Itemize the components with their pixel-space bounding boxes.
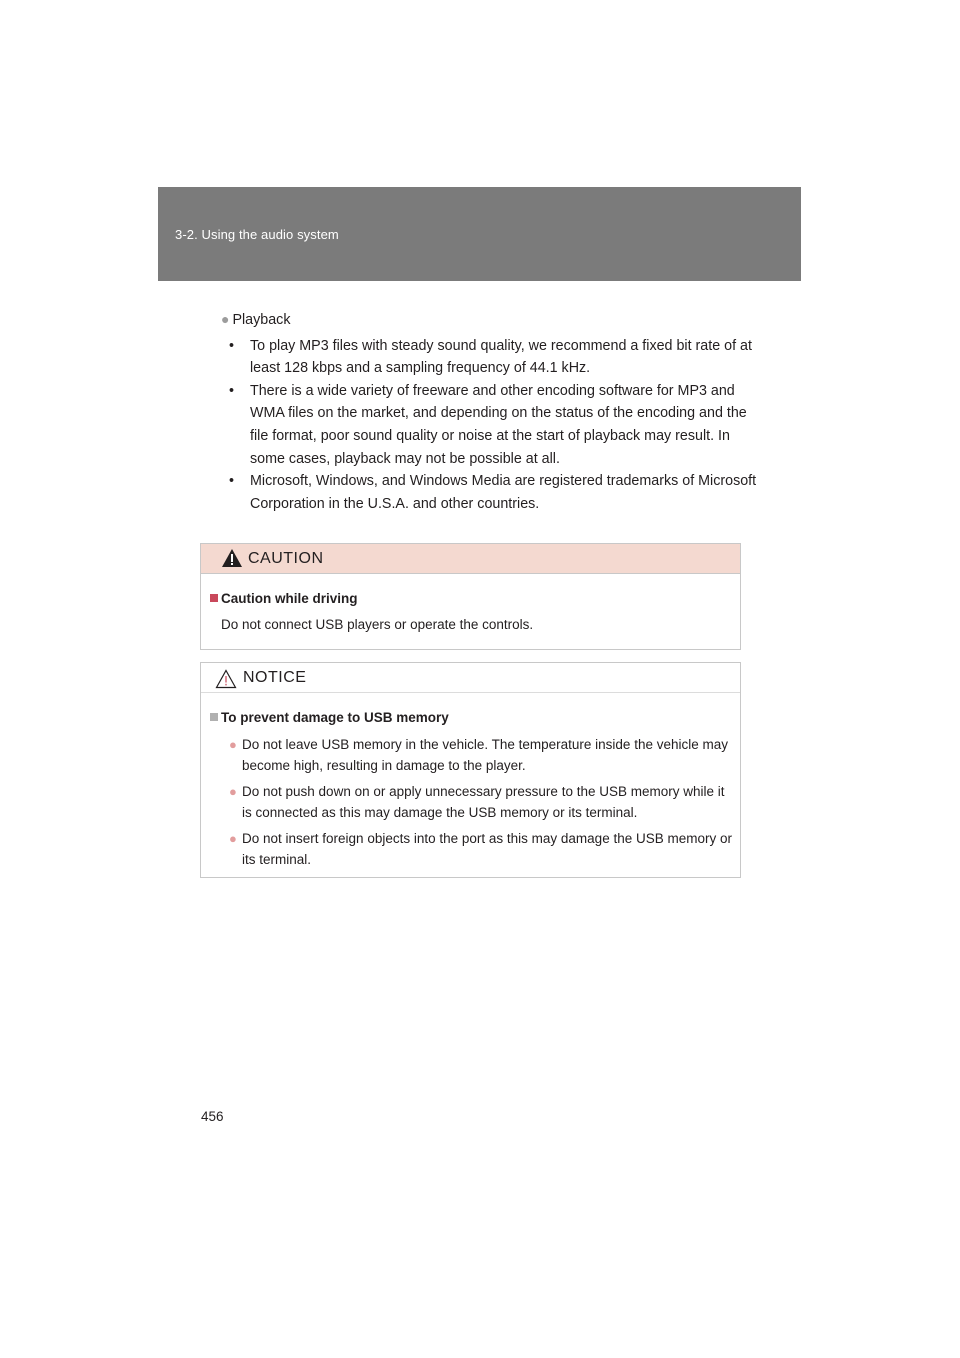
list-item <box>219 828 740 870</box>
bullet-point-icon: • <box>229 473 235 490</box>
list-item-text: There is a wide variety of freeware and other encoding software for MP3 and WMA files on the market, and depending on the status of the encoding and the file format, poor sound quality or noise at the start of playback may result. In some cases, playback may not be possible at all. <box>250 382 747 467</box>
bullet-point-icon: • <box>229 382 235 399</box>
warning-triangle-outline-icon <box>215 669 237 689</box>
list-item <box>219 781 740 823</box>
notice-box <box>200 662 741 878</box>
notice-subheading <box>210 707 740 728</box>
caution-box <box>200 543 741 650</box>
caution-title: CAUTION <box>248 550 324 567</box>
caution-text: Do not connect USB players or operate the controls. <box>221 617 534 632</box>
notice-header <box>201 663 740 693</box>
list-item-text: Do not leave USB memory in the vehicle. The temperature inside the vehicle may become high, resulting in damage to the player. <box>242 737 728 773</box>
playback-heading-text: Playback <box>232 312 291 328</box>
page-number: 456 <box>201 1109 224 1124</box>
caution-subheading <box>210 588 740 609</box>
bullet-icon: ● <box>229 831 237 846</box>
list-item <box>229 335 761 380</box>
caution-subheading-text: Caution while driving <box>221 591 358 606</box>
list-item <box>219 734 740 776</box>
notice-title: NOTICE <box>243 669 307 686</box>
playback-heading <box>221 308 761 332</box>
warning-triangle-filled-icon <box>221 548 243 568</box>
square-marker-icon <box>210 594 218 602</box>
section-title: 3-2. Using the audio system <box>175 227 339 242</box>
notice-body <box>201 693 740 870</box>
list-item-text: Do not insert foreign objects into the port as this may damage the USB memory or its terminal. <box>242 831 732 867</box>
playback-section <box>221 308 761 515</box>
bullet-icon: ● <box>229 784 237 799</box>
notice-subheading-text: To prevent damage to USB memory <box>221 710 449 725</box>
header-band <box>158 187 801 281</box>
list-item-text: Microsoft, Windows, and Windows Media are registered trademarks of Microsoft Corporation in the U.S.A. and other countries. <box>250 473 757 512</box>
list-item-text: Do not push down on or apply unnecessary pressure to the USB memory while it is connected as this may damage the USB memory or its terminal. <box>242 784 725 820</box>
list-item-text: To play MP3 files with steady sound quality, we recommend a fixed bit rate of at least 128 kbps and a sampling frequency of 44.1 kHz. <box>250 337 752 377</box>
bullet-icon: ● <box>221 311 230 327</box>
list-item <box>229 380 761 470</box>
notice-list <box>210 734 740 870</box>
bullet-point-icon: • <box>229 337 235 354</box>
caution-body <box>201 574 740 635</box>
playback-list <box>221 335 761 516</box>
caution-header <box>201 544 740 574</box>
list-item <box>229 470 761 515</box>
bullet-icon: ● <box>229 737 237 752</box>
square-marker-icon <box>210 713 218 721</box>
